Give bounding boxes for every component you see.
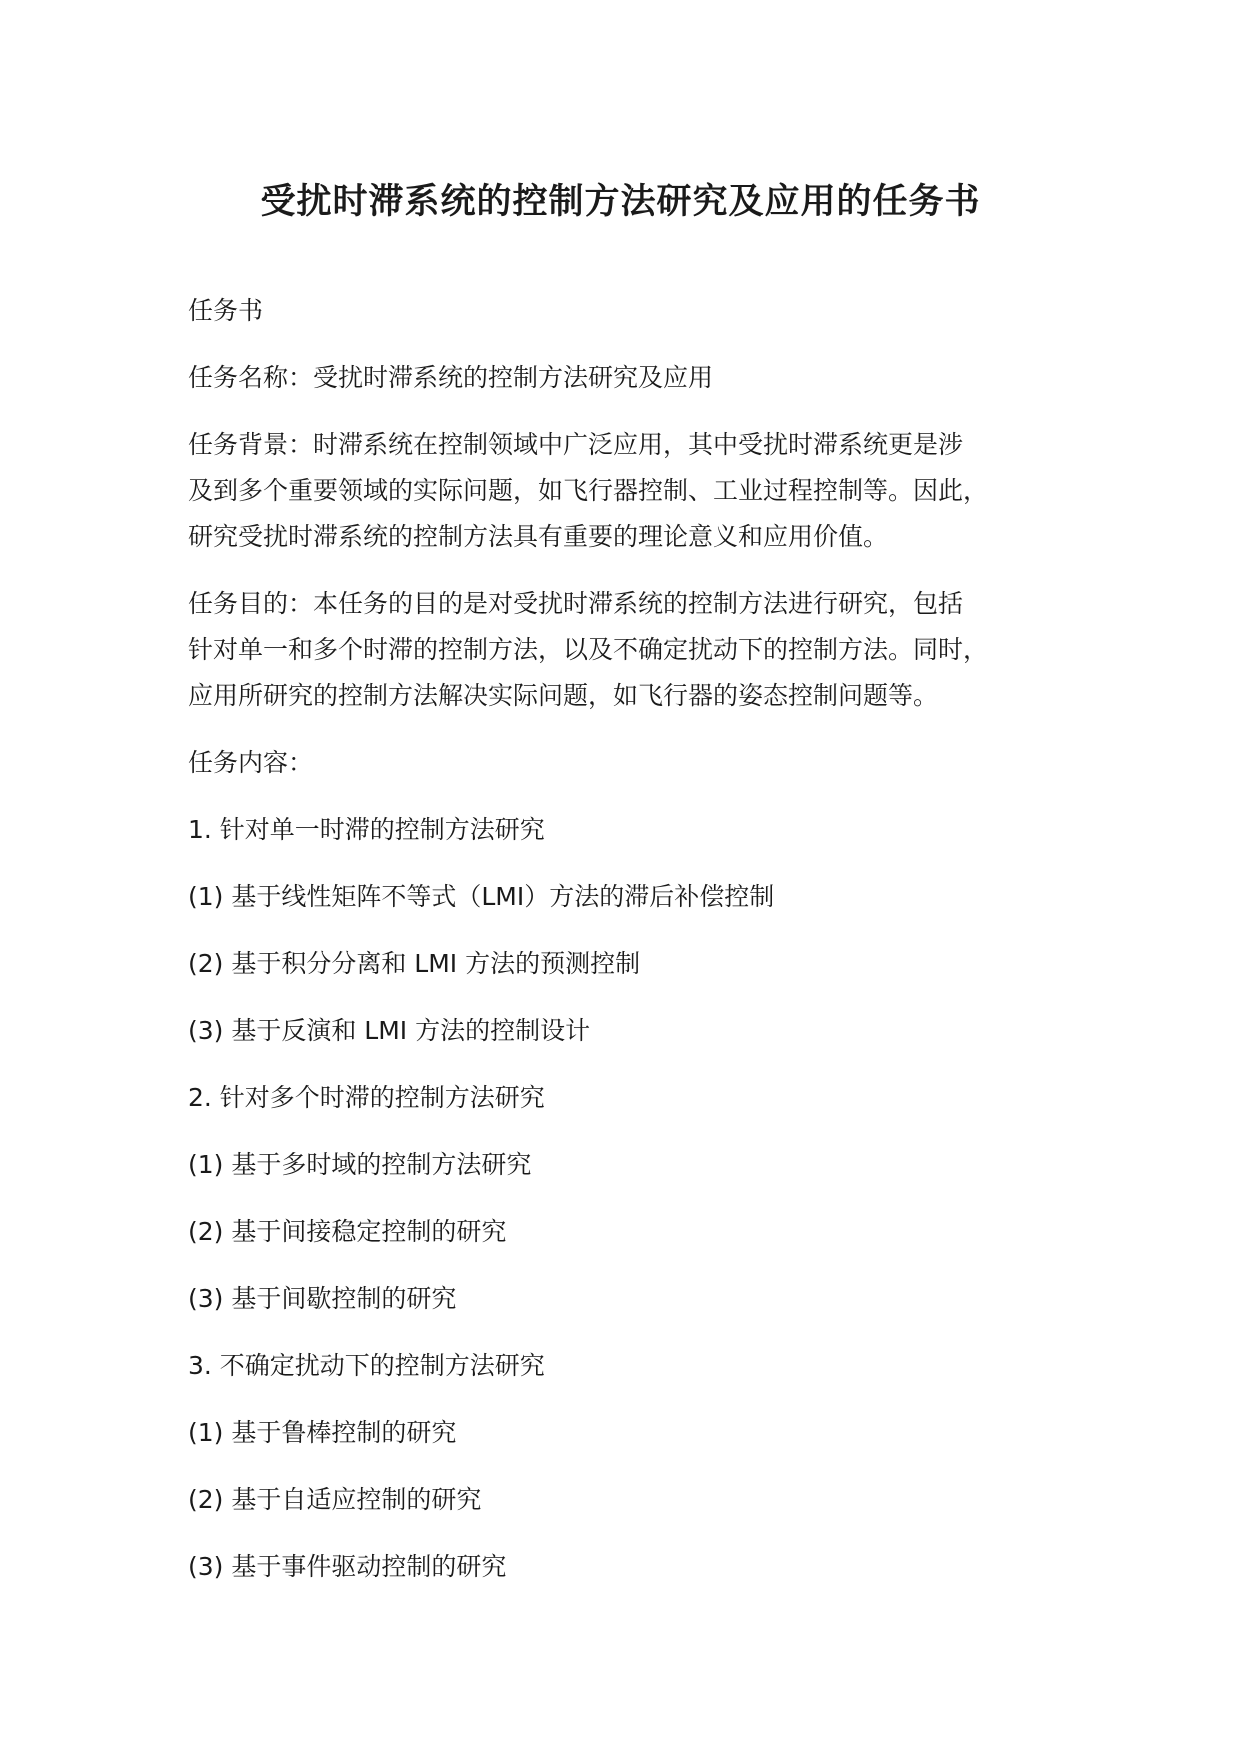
task-name: 任务名称：受扰时滞系统的控制方法研究及应用 [188, 363, 714, 392]
background-line: 及到多个重要领域的实际问题，如飞行器控制、工业过程控制等。因此， [188, 476, 989, 505]
list-item: 1. 针对单一时滞的控制方法研究 [188, 815, 545, 844]
list-item: (2) 基于间接稳定控制的研究 [188, 1217, 507, 1246]
content-heading: 任务内容： [188, 748, 314, 777]
background-line: 任务背景：时滞系统在控制领域中广泛应用，其中受扰时滞系统更是涉 [188, 430, 964, 459]
section-heading: 任务书 [188, 296, 264, 325]
purpose-line: 任务目的：本任务的目的是对受扰时滞系统的控制方法进行研究，包括 [188, 589, 964, 618]
list-item: (3) 基于间歇控制的研究 [188, 1284, 457, 1313]
background-line: 研究受扰时滞系统的控制方法具有重要的理论意义和应用价值。 [188, 522, 889, 551]
list-item: (1) 基于鲁棒控制的研究 [188, 1418, 457, 1447]
list-item: (2) 基于积分分离和 LMI 方法的预测控制 [188, 949, 641, 978]
purpose-line: 应用所研究的控制方法解决实际问题，如飞行器的姿态控制问题等。 [188, 681, 939, 710]
list-item: 2. 针对多个时滞的控制方法研究 [188, 1083, 545, 1112]
purpose-line: 针对单一和多个时滞的控制方法，以及不确定扰动下的控制方法。同时， [188, 635, 989, 664]
list-item: (2) 基于自适应控制的研究 [188, 1485, 482, 1514]
list-item: (1) 基于多时域的控制方法研究 [188, 1150, 532, 1179]
list-item: 3. 不确定扰动下的控制方法研究 [188, 1351, 545, 1380]
list-item: (3) 基于事件驱动控制的研究 [188, 1552, 507, 1581]
list-item: (3) 基于反演和 LMI 方法的控制设计 [188, 1016, 591, 1045]
document-title: 受扰时滞系统的控制方法研究及应用的任务书 [260, 182, 981, 222]
list-item: (1) 基于线性矩阵不等式（LMI）方法的滞后补偿控制 [188, 882, 775, 911]
